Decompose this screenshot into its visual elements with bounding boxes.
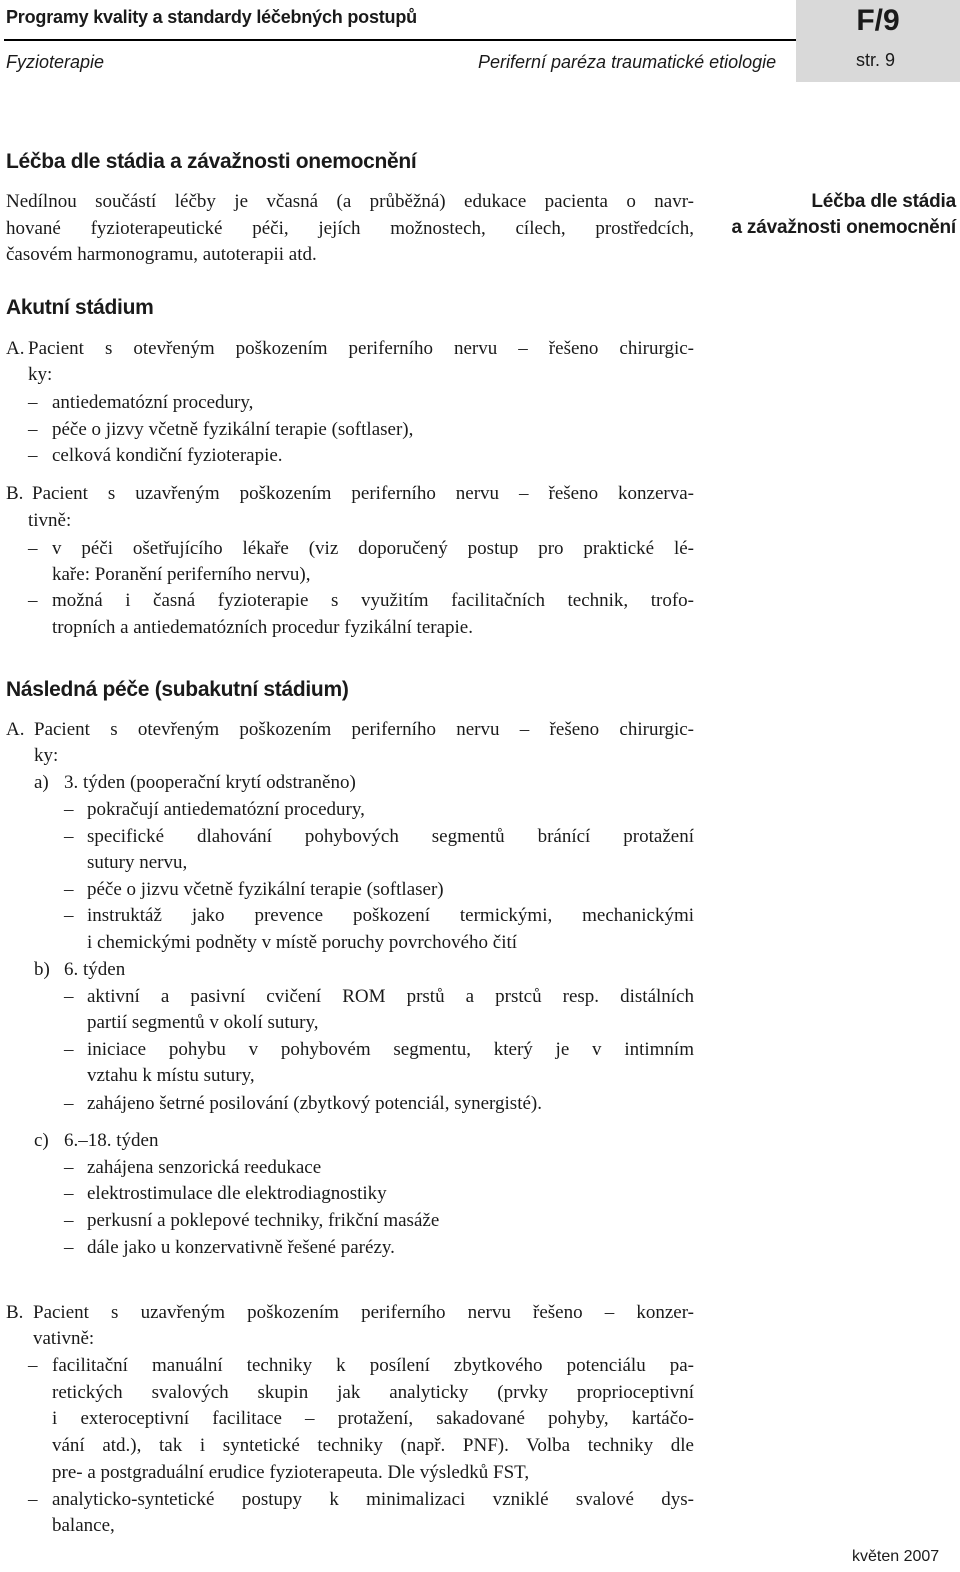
- text-line: vativně:: [33, 1328, 95, 1349]
- dash-marker: –: [28, 392, 38, 413]
- subacute-stage-heading: Následná péče (subakutní stádium): [6, 678, 349, 701]
- text-line: analyticko-syntetické postupy k minimalizaci vzniklé svalové dys-: [52, 1489, 694, 1510]
- sidebar-heading: [712, 189, 956, 241]
- dash-marker: –: [64, 986, 74, 1007]
- text-line: 6. týden: [64, 959, 126, 980]
- item-marker: b): [34, 959, 50, 980]
- text-line: Pacient s uzavřeným poškozením periferního nervu – řešeno konzerva-: [32, 483, 694, 504]
- text-line: zahájeno šetrné posilování (zbytkový potenciál, synergisté).: [87, 1093, 542, 1114]
- dash-marker: –: [28, 419, 38, 440]
- dash-marker: –: [28, 590, 38, 611]
- text-line: iniciace pohybu v pohybovém segmentu, který je v intimním: [87, 1039, 694, 1060]
- text-line: celková kondiční fyzioterapie.: [52, 445, 283, 466]
- sidebar-heading-line: a závažnosti onemocnění: [731, 217, 956, 238]
- text-line: i exteroceptivní facilitace – protažení, sakadované pohyby, kartáčo-: [52, 1408, 694, 1429]
- text-line: vztahu k místu sutury,: [87, 1065, 255, 1086]
- text-line: ky:: [28, 364, 53, 385]
- text-line: v péči ošetřujícího lékaře (viz doporučený postup pro praktické lé-: [52, 538, 694, 559]
- dash-marker: –: [64, 1039, 74, 1060]
- dash-marker: –: [64, 879, 74, 900]
- item-marker: A.: [6, 338, 25, 359]
- acute-stage-heading: Akutní stádium: [6, 296, 154, 319]
- text-line: balance,: [52, 1515, 115, 1536]
- text-line: tivně:: [28, 510, 72, 531]
- topic-name: Periferní paréza traumatické etiologie: [478, 52, 777, 72]
- text-line: 6.–18. týden: [64, 1130, 159, 1151]
- text-line: péče o jizvu včetně fyzikální terapie (softlaser): [87, 879, 444, 900]
- dash-marker: –: [28, 1355, 38, 1376]
- text-line: 3. týden (pooperační krytí odstraněno): [64, 772, 356, 793]
- item-marker: A.: [6, 719, 25, 740]
- text-line: partií segmentů v okolí sutury,: [87, 1012, 319, 1033]
- text-line: specifické dlahování pohybových segmentů bránící protažení: [87, 826, 694, 847]
- dash-marker: –: [28, 538, 38, 559]
- document-series-title: Programy kvality a standardy léčebných postupů: [6, 7, 417, 27]
- dash-marker: –: [28, 1489, 38, 1510]
- text-line: zahájena senzorická reedukace: [87, 1157, 322, 1178]
- dash-marker: –: [64, 1157, 74, 1178]
- text-line: Nedílnou součástí léčby je včasná (a průběžná) edukace pacienta o navr-: [6, 191, 694, 212]
- dash-marker: –: [64, 905, 74, 926]
- dash-marker: –: [64, 799, 74, 820]
- text-line: perkusní a poklepové techniky, frikční masáže: [87, 1210, 440, 1231]
- text-line: Pacient s uzavřeným poškozením periferního nervu řešeno – konzer-: [33, 1302, 694, 1323]
- text-line: časovém harmonogramu, autoterapii atd.: [6, 244, 317, 265]
- text-line: tropních a antiedematózních procedur fyzikální terapie.: [52, 617, 473, 638]
- text-line: sutury nervu,: [87, 852, 188, 873]
- text-line: vání atd.), tak i syntetické techniky (např. PNF). Volba techniky dle: [52, 1435, 694, 1456]
- dash-marker: –: [28, 445, 38, 466]
- dash-marker: –: [64, 1210, 74, 1231]
- header-divider: [4, 39, 796, 41]
- text-line: instruktáž jako prevence poškození termickými, mechanickými: [87, 905, 694, 926]
- footer-date: květen 2007: [852, 1548, 940, 1565]
- dash-marker: –: [64, 1093, 74, 1114]
- section-name: Fyzioterapie: [6, 52, 105, 72]
- page-code: F/9: [856, 4, 900, 37]
- text-line: elektrostimulace dle elektrodiagnostiky: [87, 1183, 387, 1204]
- text-line: antiedematózní procedury,: [52, 392, 254, 413]
- item-marker: B.: [6, 483, 24, 504]
- item-marker: B.: [6, 1302, 24, 1323]
- text-line: Pacient s otevřeným poškozením periferního nervu – řešeno chirurgic-: [34, 719, 694, 740]
- text-line: pokračují antiedematózní procedury,: [87, 799, 365, 820]
- text-line: dále jako u konzervativně řešené parézy.: [87, 1237, 395, 1258]
- text-line: možná i časná fyzioterapie s využitím facilitačních technik, trofo-: [52, 590, 694, 611]
- item-marker: a): [34, 772, 49, 793]
- sidebar-heading-line: Léčba dle stádia: [811, 191, 956, 212]
- dash-marker: –: [64, 1183, 74, 1204]
- text-line: péče o jizvy včetně fyzikální terapie (softlaser),: [52, 419, 414, 440]
- text-line: i chemickými podněty v místě poruchy povrchového čití: [87, 932, 518, 953]
- text-line: kaře: Poranění periferního nervu),: [52, 564, 311, 585]
- text-line: facilitační manuální techniky k posílení zbytkového potenciálu pa-: [52, 1355, 694, 1376]
- text-line: aktivní a pasivní cvičení ROM prstů a prstců resp. distálních: [87, 986, 694, 1007]
- text-line: hované fyzioterapeutické péči, jejích možnostech, cílech, prostředcích,: [6, 218, 694, 239]
- main-heading: Léčba dle stádia a závažnosti onemocnění: [6, 150, 417, 173]
- text-line: ky:: [34, 745, 59, 766]
- text-line: Pacient s otevřeným poškozením periferního nervu – řešeno chirurgic-: [28, 338, 694, 359]
- text-line: pre- a postgraduální erudice fyzioterapeuta. Dle výsledků FST,: [52, 1462, 530, 1483]
- page-number: str. 9: [856, 50, 896, 70]
- item-marker: c): [34, 1130, 49, 1151]
- text-line: retických svalových skupin jak analyticky (prvky proprioceptivní: [52, 1382, 694, 1403]
- dash-marker: –: [64, 826, 74, 847]
- page-code-box: [796, 0, 960, 82]
- dash-marker: –: [64, 1237, 74, 1258]
